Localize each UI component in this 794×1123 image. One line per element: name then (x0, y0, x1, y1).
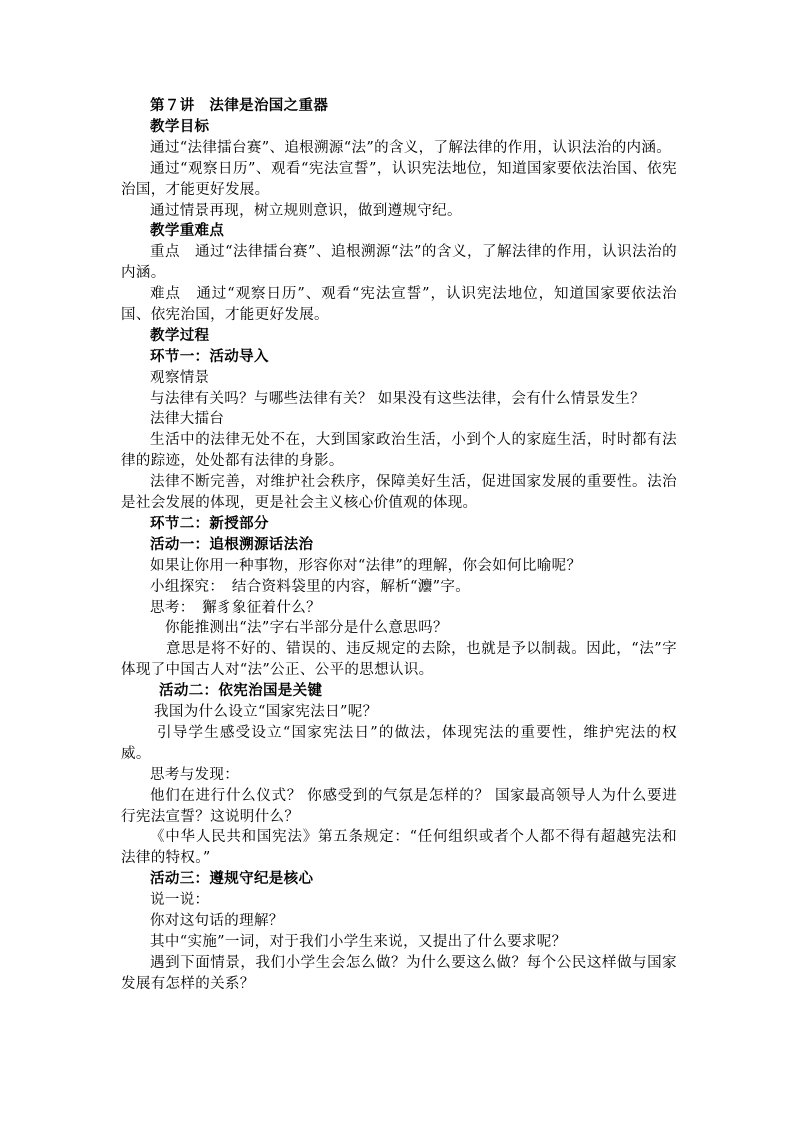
arena-text: 生活中的法律无处不在，大到国家政治生活，小到个人的家庭生活，时时都有法律的踪迹，处处都有法律的身影。 (121, 432, 677, 470)
group-inquiry: 小组探究： 结合资料袋里的内容，解析“灋”字。 (150, 578, 471, 595)
think-prompt: 思考： 獬豸象征着什么？ (150, 599, 321, 616)
stage2-heading: 环节二：新授部分 (150, 515, 269, 532)
lesson-title: 第７讲 法律是治国之重器 (150, 97, 329, 114)
discover-question: 他们在进行什么仪式？ 你感受到的气氛是怎样的？ 国家最高领导人为什么要进行宪法宣誓？这说明什么？ (121, 787, 677, 825)
meaning-text: 意思是将不好的、错误的、违反规定的去除，也就是予以制裁。因此，“法”字体现了中国古人对“法”公正、公平的思想认识。 (121, 641, 677, 679)
activity1-heading: 活动一：追根溯源话法治 (150, 535, 314, 553)
activity2-question: 我国为什么设立“国家宪法日”呢？ (154, 704, 378, 721)
scenario-question: 遇到下面情景，我们小学生会怎么做？为什么要这么做？每个公民这样做与国家发展有怎样的关系？ (121, 954, 677, 992)
objectives-heading: 教学目标 (150, 117, 210, 135)
arena-label: 法律大擂台 (150, 411, 225, 428)
observe-label: 观察情景 (150, 369, 210, 386)
implement-question: 其中“实施”一词，对于我们小学生来说，又提出了什么要求呢？ (150, 933, 567, 950)
understand-question: 你对这句话的理解？ (150, 913, 284, 930)
activity3-heading: 活动三：遵规守纪是核心 (150, 870, 314, 888)
keypoint-difficult: 难点 通过“观察日历”、观看“宪法宣誓”，认识宪法地位，知道国家要依法治国、依宪治国，才能更好发展。 (121, 286, 677, 324)
guess-question: 你能推测出“法”字右半部分是什么意思吗？ (165, 620, 448, 637)
guide-text: 引导学生感受设立“国家宪法日”的做法，体现宪法的重要性，维护宪法的权威。 (121, 724, 677, 762)
objective-item: 通过情景再现，树立规则意识，做到遵规守纪。 (150, 202, 462, 219)
stage1-heading: 环节一：活动导入 (150, 347, 269, 365)
observe-question: 与法律有关吗？与哪些法律有关？ 如果没有这些法律，会有什么情景发生？ (150, 390, 646, 407)
lesson-plan (121, 96, 677, 995)
activity1-question: 如果让你用一种事物，形容你对“法律”的理解，你会如何比喻呢？ (150, 557, 582, 574)
say-label: 说一说： (150, 892, 210, 909)
keypoint-important: 重点 通过“法律擂台赛”、追根溯源“法”的含义，了解法律的作用，认识法治的内涵。 (121, 244, 677, 282)
objective-item: 通过“观察日历”、观看“宪法宣誓”，认识宪法地位，知道国家要依法治国、依宪治国，才能更好发展。 (121, 160, 677, 198)
process-heading: 教学过程 (150, 326, 210, 344)
stage1-summary: 法律不断完善，对维护社会秩序，保障美好生活，促进国家发展的重要性。法治是社会发展的体现，更是社会主义核心价值观的体现。 (121, 474, 677, 512)
keypoints-heading: 教学重难点 (150, 222, 225, 240)
activity2-heading: 活动二：依宪治国是关键 (159, 682, 323, 700)
constitution-article5: 《中华人民共和国宪法》第五条规定：“任何组织或者个人都不得有超越宪法和法律的特权。” (121, 829, 677, 867)
discover-label: 思考与发现： (150, 766, 240, 783)
objective-item: 通过“法律擂台赛”、追根溯源“法”的含义，了解法律的作用，认识法治的内涵。 (150, 139, 672, 156)
